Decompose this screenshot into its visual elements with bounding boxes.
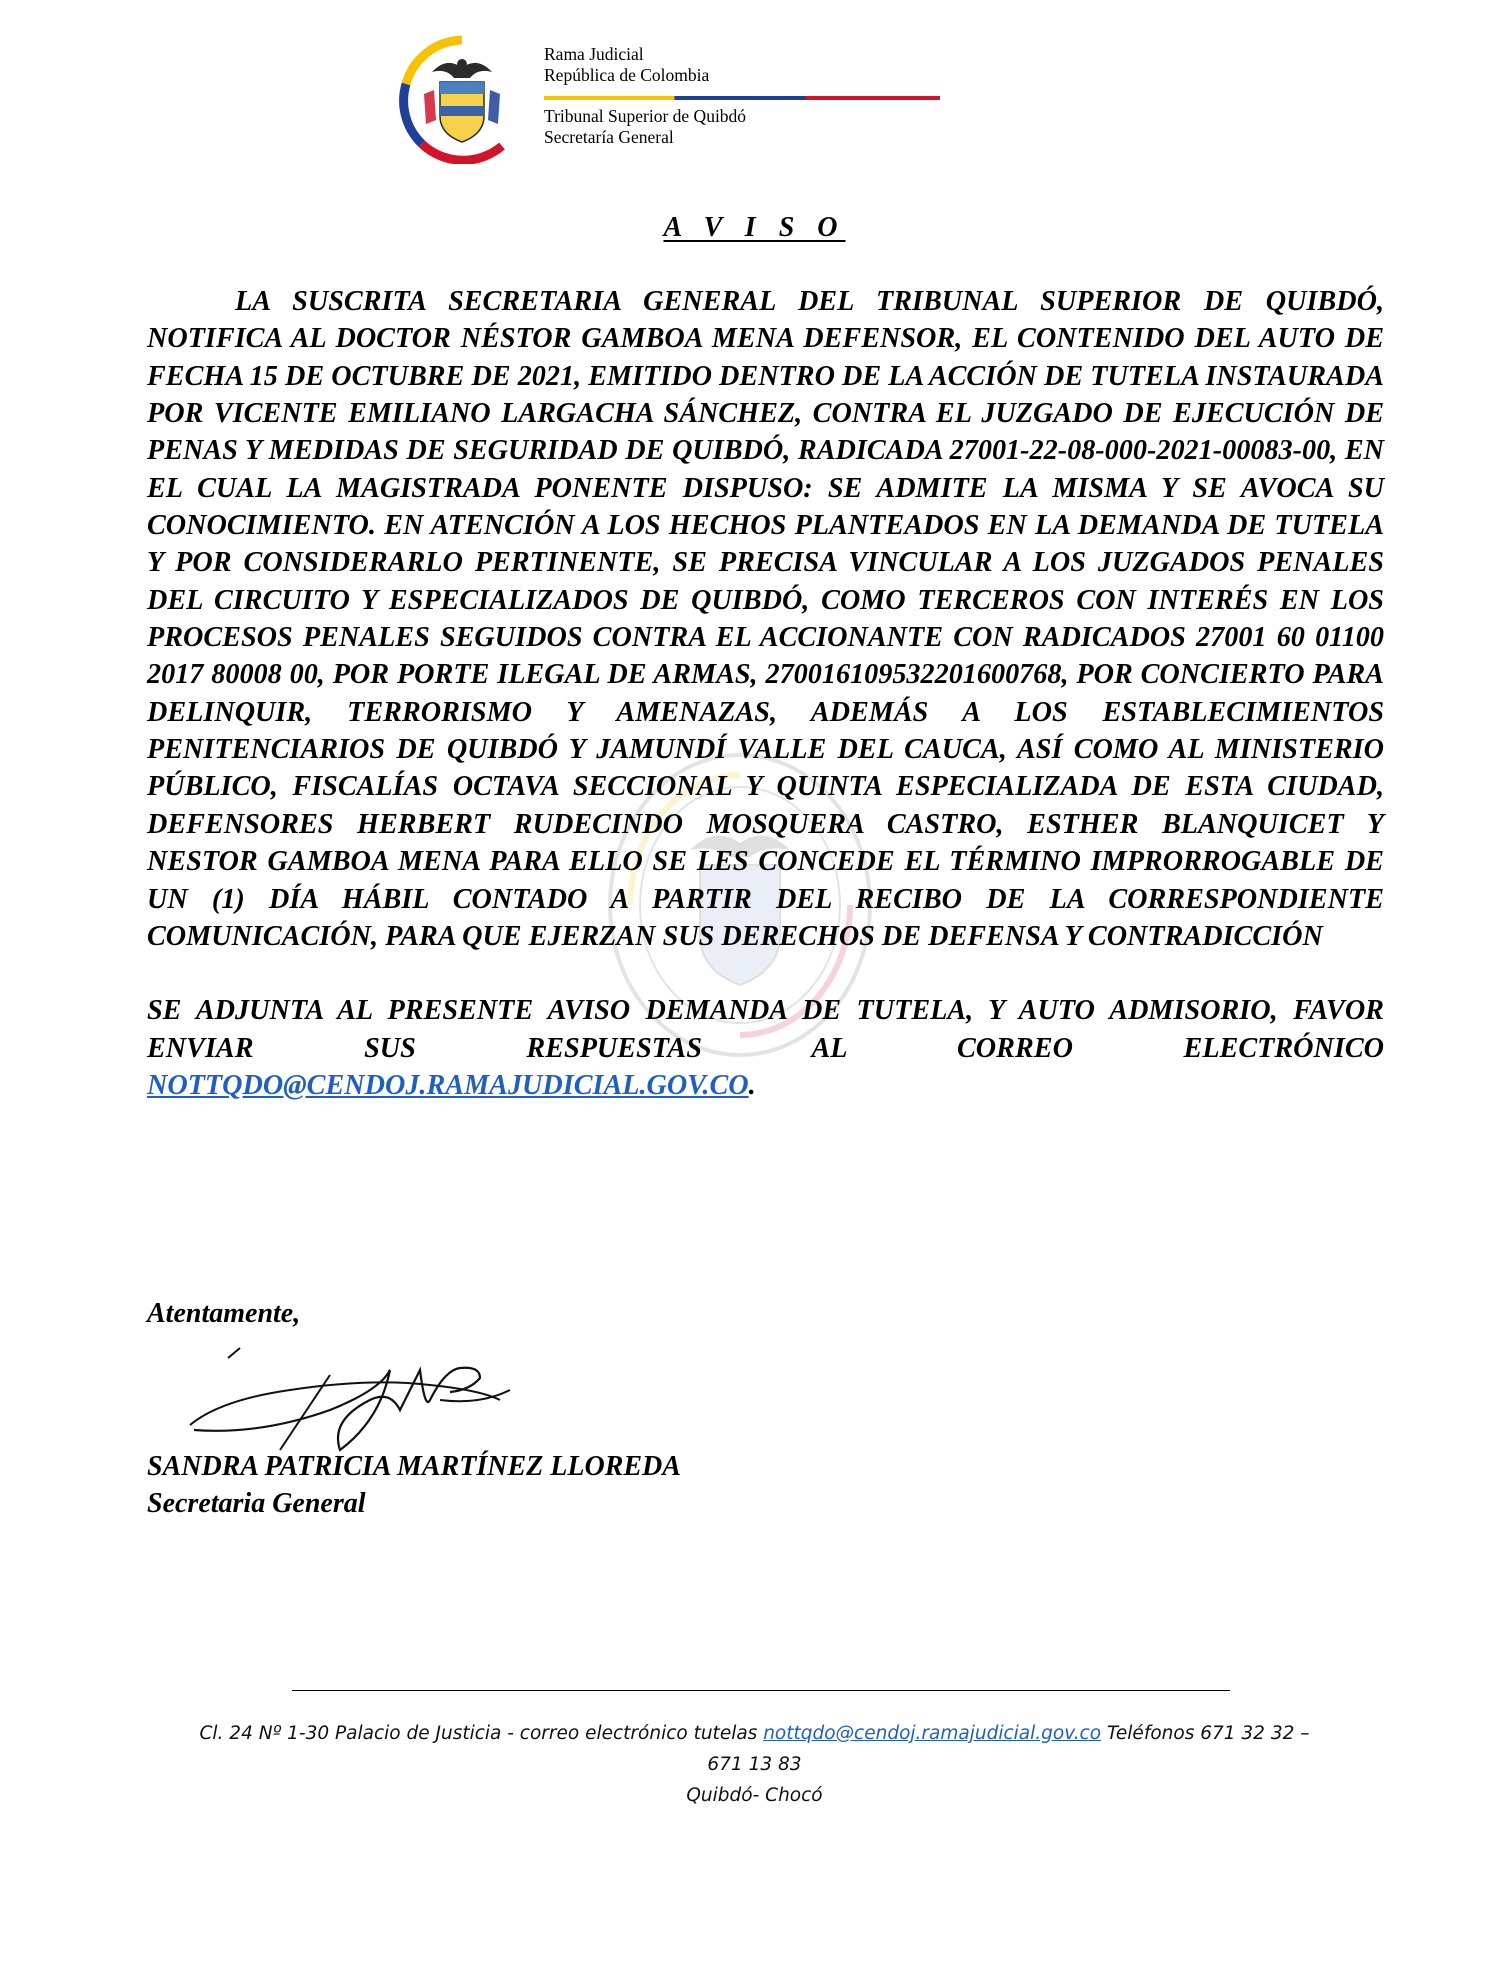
tricolor-rule: [544, 96, 940, 100]
notice-paragraph-1: LA SUSCRITA SECRETARIA GENERAL DEL TRIBUNAL SUPERIOR DE QUIBDÓ, NOTIFICA AL DOCTOR NÉSTOR GAMBOA MENA DEFENSOR, EL CONTENIDO DEL AUTO DE FECHA 15 DE OCTUBRE DE 2021, EMITIDO DENTRO DE LA ACCIÓN DE TUTELA INSTAURADA POR VICENTE EMILIANO LARGACHA SÁNCHEZ, CONTRA EL JUZGADO DE EJECUCIÓN DE PENAS Y MEDIDAS DE SEGURIDAD DE QUIBDÓ, RADICADA 27001-22-08-000-2021-00083-00, EN EL CUAL LA MAGISTRADA PONENTE DISPUSO: SE ADMITE LA MISMA Y SE AVOCA SU CONOCIMIENTO. EN ATENCIÓN A LOS HECHOS PLANTEADOS EN LA DEMANDA DE TUTELA Y POR CONSIDERARLO PERTINENTE, SE PRECISA VINCULAR A LOS JUZGADOS PENALES DEL CIRCUITO Y ESPECIALIZADOS DE QUIBDÓ, COMO TERCEROS CON INTERÉS EN LOS PROCESOS PENALES SEGUIDOS CONTRA EL ACCIONANTE CON RADICADOS 27001 60 01100 2017 80008 00, POR PORTE ILEGAL DE ARMAS, 270016109532201600768, POR CONCIERTO PARA DELINQUIR, TERRORISMO Y AMENAZAS, ADEMÁS A LOS ESTABLECIMIENTOS PENITENCIARIOS DE QUIBDÓ Y JAMUNDÍ VALLE DEL CAUCA, ASÍ COMO AL MINISTERIO PÚBLICO, FISCALÍAS OCTAVA SECCIONAL Y QUINTA ESPECIALIZADA DE ESTA CIUDAD, DEFENSORES HERBERT RUDECINDO MOSQUERA CASTRO, ESTHER BLANQUICET Y NESTOR GAMBOA MENA PARA ELLO SE LES CONCEDE EL TÉRMINO IMPRORROGABLE DE UN (1) DÍA HÁBIL CONTADO A PARTIR DEL RECIBO DE LA CORRESPONDIENTE COMUNICACIÓN, PARA QUE EJERZAN SUS DERECHOS DE DEFENSA Y CONTRADICCIÓN: [147, 286, 1384, 952]
notice-paragraph-2: [147, 992, 1384, 1104]
signer-role: Secretaria General: [147, 1488, 366, 1519]
handwritten-signature: [180, 1330, 520, 1460]
footer-line-1: [140, 1718, 1369, 1749]
notification-email-link[interactable]: NOTTQDO@CENDOJ.RAMAJUDICIAL.GOV.CO: [147, 1069, 749, 1101]
footer-line-3: Quibdó- Chocó: [686, 1785, 823, 1806]
header-line-2: República de Colombia: [544, 65, 710, 85]
letterhead-text-bottom: [544, 106, 746, 148]
notice-body: [147, 283, 1384, 1104]
header-line-4: Secretaría General: [544, 127, 674, 147]
footer-email-link[interactable]: nottqdo@cendoj.ramajudicial.gov.co: [763, 1723, 1102, 1744]
letterhead: [392, 34, 952, 164]
footer: [140, 1718, 1369, 1811]
footer-address: Cl. 24 Nº 1-30 Palacio de Justicia - correo electrónico tutelas: [199, 1723, 764, 1744]
signer-block: [147, 1448, 681, 1522]
footer-phones: Teléfonos 671 32 32 –: [1101, 1723, 1310, 1744]
footer-line-2: 671 13 83: [707, 1754, 802, 1775]
closing-salutation: Atentamente,: [147, 1298, 301, 1329]
header-line-1: Rama Judicial: [544, 44, 644, 64]
document-title: A V I S O: [663, 212, 846, 243]
paragraph-2-end: .: [748, 1069, 756, 1101]
coat-of-arms-logo: [392, 34, 532, 164]
signer-name: SANDRA PATRICIA MARTÍNEZ LLOREDA: [147, 1451, 681, 1482]
letterhead-text-top: [544, 44, 709, 86]
header-line-3: Tribunal Superior de Quibdó: [544, 106, 747, 126]
footer-divider: [292, 1690, 1230, 1691]
paragraph-2-text: SE ADJUNTA AL PRESENTE AVISO DEMANDA DE TUTELA, Y AUTO ADMISORIO, FAVOR ENVIAR SUS RESPUESTAS AL CORREO ELECTRÓNICO: [147, 995, 1384, 1064]
